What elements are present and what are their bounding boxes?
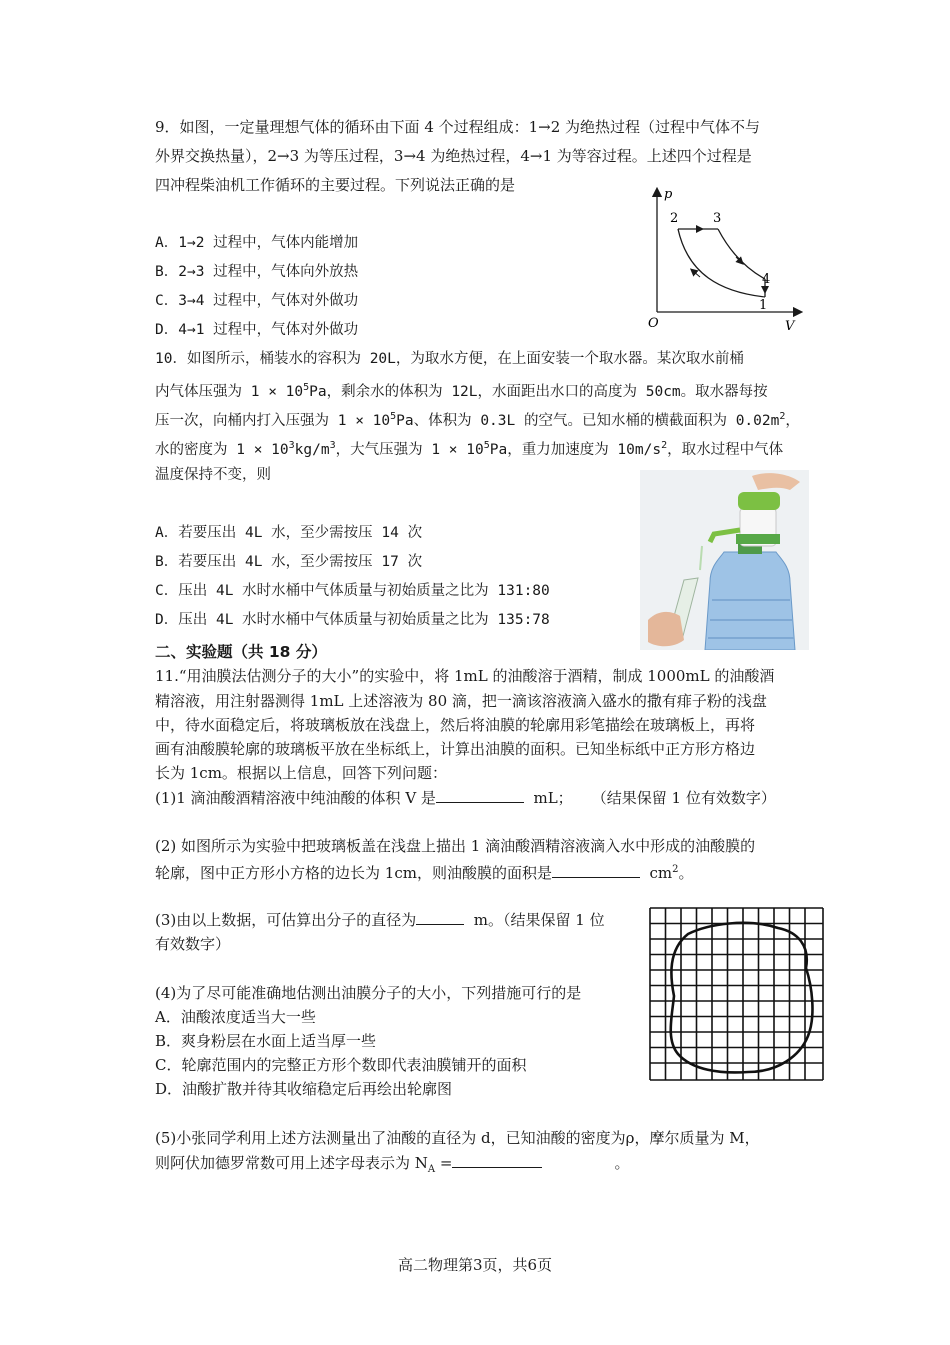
q10-option-d: D．压出 4L 水时水桶中气体质量与初始质量之比为 135:78 xyxy=(155,612,550,628)
q10-stem-line2: 内气体压强为 $1 \times 10^5Pa$，剩余水的体积为 12L，水面距出水口的高度为 50cm。取水器每按 xyxy=(155,382,768,400)
q11-part2-line1: (2) 如图所示为实验中把玻璃板盖在浅盘上描出 1 滴油酸酒精溶液滴入水中形成的油酸膜的 xyxy=(155,837,756,855)
process-1-2 xyxy=(678,229,765,297)
q9-option-b: B．2→3 过程中，气体向外放热 xyxy=(155,264,359,280)
q11-part4: (4)为了尽可能准确地估测出油膜分子的大小，下列措施可行的是 xyxy=(155,984,582,1002)
q11-part5-line1: (5)小张同学利用上述方法测量出了油酸的直径为 d，已知油酸的密度为ρ，摩尔质量为 M， xyxy=(155,1129,760,1147)
q11-part4-option-d: D．油酸扩散并待其收缩稳定后再绘出轮廓图 xyxy=(155,1080,453,1098)
q11-part5-line2: 则阿伏加德罗常数可用上述字母表示为 $N_A$ = 。 xyxy=(155,1151,630,1182)
point-label-3: 3 xyxy=(713,211,722,226)
q9-option-d: D．4→1 过程中，气体对外做功 xyxy=(155,322,359,338)
q9-option-c: C．3→4 过程中，气体对外做功 xyxy=(155,293,359,309)
answer-blank-3[interactable] xyxy=(416,908,464,925)
q10-stem-line3: 压一次，向桶内打入压强为 $1 \times 10^5Pa$、体积为 0.3L 的空气。已知水桶的横截面积为 $0.02m^2$， xyxy=(155,411,800,429)
q10-stem-line4: 水的密度为 $1 \times 10^3kg/m^3$，大气压强为 $1 \times 10^5Pa$，重力加速度为 $10m/s^2$，取水过程中气体 xyxy=(155,440,784,458)
answer-blank-1[interactable] xyxy=(436,786,524,803)
water-bucket-illustration xyxy=(640,470,809,650)
answer-blank-2[interactable] xyxy=(552,861,640,878)
oil-film-grid xyxy=(648,906,826,1082)
pv-cycle-diagram xyxy=(640,184,810,334)
q9-stem-line1: 9．如图，一定量理想气体的循环由下面 4 个过程组成：1→2 为绝热过程（过程中气体不与 xyxy=(155,118,761,136)
page-footer: 高二物理第3页，共6页 xyxy=(397,1256,553,1274)
q11-stem-line2: 精溶液，用注射器测得 1mL 上述溶液为 80 滴，把一滴该溶液滴入盛水的撒有痱子粉的浅盘 xyxy=(155,692,767,710)
point-label-4: 4 xyxy=(762,272,771,287)
q10-option-b: B．若要压出 4L 水，至少需按压 17 次 xyxy=(155,554,423,570)
q11-part4-option-b: B．爽身粉层在水面上适当厚一些 xyxy=(155,1032,377,1050)
q11-stem-line4: 画有油酸膜轮廓的玻璃板平放在坐标纸上，计算出油膜的面积。已知坐标纸中正方形方格边 xyxy=(155,740,756,758)
q11-stem-line5: 长为 1cm。根据以上信息，回答下列问题： xyxy=(155,764,447,782)
q11-stem-line1: 11.“用油膜法估测分子的大小”的实验中，将 1mL 的油酸溶于酒精，制成 1000mL 的油酸酒 xyxy=(155,667,775,685)
q11-part1: (1)1 滴油酸酒精溶液中纯油酸的体积 V 是 mL； （结果保留 1 位有效数字） xyxy=(155,786,776,810)
q9-option-a: A．1→2 过程中，气体内能增加 xyxy=(155,235,359,251)
axis-label-v: V xyxy=(785,319,795,334)
q11-part4-option-c: C．轮廓范围内的完整正方形个数即代表油膜铺开的面积 xyxy=(155,1056,527,1074)
q9-stem-line2: 外界交换热量），2→3 为等压过程，3→4 为绝热过程，4→1 为等容过程。上述四个过程是 xyxy=(155,147,752,165)
q11-part3-line2: 有效数字） xyxy=(155,935,231,953)
q9-stem-line3: 四冲程柴油机工作循环的主要过程。下列说法正确的是 xyxy=(155,176,516,194)
point-label-1: 1 xyxy=(759,298,768,313)
q10-stem-line5: 温度保持不变，则 xyxy=(155,467,271,483)
q11-stem-line3: 中，待水面稳定后，将玻璃板放在浅盘上，然后将油膜的轮廓用彩笔描绘在玻璃板上，再将 xyxy=(155,716,756,734)
axis-label-p: p xyxy=(664,187,673,202)
oil-film-outline xyxy=(671,923,813,1073)
q10-option-c: C．压出 4L 水时水桶中气体质量与初始质量之比为 131:80 xyxy=(155,583,550,599)
q10-stem-line1: 10．如图所示，桶装水的容积为 20L，为取水方便，在上面安装一个取水器。某次取水前桶 xyxy=(155,351,744,367)
point-label-2: 2 xyxy=(670,211,679,226)
water-dispenser-photo xyxy=(640,470,809,650)
section2-heading: 二、实验题（共 18 分） xyxy=(155,643,327,661)
q11-part2-line2: 轮廓，图中正方形小方格的边长为 1cm，则油酸膜的面积是 $cm^2$。 xyxy=(155,858,694,885)
answer-blank-5[interactable] xyxy=(452,1151,542,1168)
process-3-4 xyxy=(718,229,765,279)
q10-option-a: A．若要压出 4L 水，至少需按压 14 次 xyxy=(155,525,423,541)
origin-label: O xyxy=(648,316,659,331)
q11-part4-option-a: A．油酸浓度适当大一些 xyxy=(155,1008,316,1026)
q11-part3-line1: (3)由以上数据，可估算出分子的直径为 m。（结果保留 1 位 xyxy=(155,908,605,932)
